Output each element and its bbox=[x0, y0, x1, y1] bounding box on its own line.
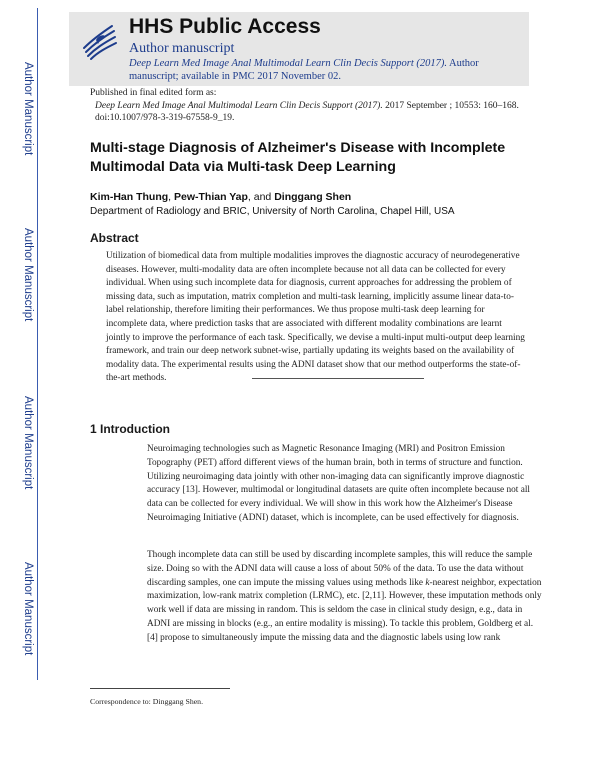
journal-availability bbox=[129, 57, 524, 83]
citation bbox=[95, 100, 535, 124]
abstract-divider bbox=[252, 378, 424, 379]
author-list bbox=[90, 191, 351, 203]
author-name: Pew-Thian Yap bbox=[174, 191, 248, 203]
paper-title: Multi-stage Diagnosis of Alzheimer's Disease with Incomplete Multimodal Data via Multi-task Deep Learning bbox=[90, 140, 506, 175]
author-name: Dinggang Shen bbox=[274, 191, 352, 203]
abstract-text: Utilization of biomedical data from multiple modalities improves the diagnostic accuracy of neurodegenerative diseases. However, multi-modality data are often incomplete because not all data can be collected for every individual. When using such incomplete data for diagnosis, current approaches for addressing the problem of missing data, such as imputation, matrix completion and multi-task learning, implicitly assume linear data-to-label relationship, therefore limiting their performances. We thus propose multi-task deep learning for incomplete data, where prediction tasks that are associated with different modality combinations are learnt jointly to improve the performance of each task. Specifically, we devise a multi-input multi-output deep learning framework, and train our deep network subnet-wise, partially updating its weights based on the availability of modality data. The experimental results using the ADNI dataset show that our method outperforms the state-of-the-art methods. bbox=[106, 251, 525, 384]
citation-details: 2017 September ; 10553: 160–168. doi:10.1007/978-3-319-67558-9_19. bbox=[95, 101, 519, 123]
published-final-form: Published in final edited form as: bbox=[90, 88, 217, 98]
sidebar-label-author-manuscript: Author Manuscript bbox=[22, 228, 34, 322]
journal-name[interactable]: Deep Learn Med Image Anal Multimodal Learn Clin Decis Support (2017). bbox=[129, 58, 447, 69]
intro-paragraph-2-part: Though incomplete data can still be used by discarding incomplete samples, this will reduce the sample size. Doing so with the ADNI data will cause a loss of about 50% of the data. To use the data without discarding samples, one can impute the missing values using methods like bbox=[147, 550, 533, 588]
header-subtitle: Author manuscript bbox=[129, 41, 235, 56]
author-separator: , and bbox=[247, 191, 275, 203]
abstract-heading: Abstract bbox=[90, 231, 139, 245]
sidebar-label-author-manuscript: Author Manuscript bbox=[22, 562, 34, 656]
sidebar-label-author-manuscript: Author Manuscript bbox=[22, 396, 34, 490]
intro-paragraph-2 bbox=[147, 549, 543, 646]
author-name: Kim-Han Thung bbox=[90, 191, 169, 203]
footnote-divider bbox=[90, 688, 230, 689]
intro-paragraph-1: Neuroimaging technologies such as Magnetic Resonance Imaging (MRI) and Positron Emission Topography (PET) afford different views of the human brain, both in terms of structure and function. Utilizing neuroimaging data jointly with other non-imaging data can significantly improve diagnostic accuracy [13]. However, multimodal or longitudinal datasets are quite often incomplete because not all data can be collected for every individual. We will show in this work how the Alzheimer's Disease Neuroimaging Initiative (ADNI) dataset, which is incomplete, can be used effectively for diagnosis. bbox=[147, 444, 530, 523]
sidebar-divider bbox=[37, 8, 38, 680]
sidebar-label-author-manuscript: Author Manuscript bbox=[22, 62, 34, 156]
header-title: HHS Public Access bbox=[129, 15, 321, 38]
availability-text: Author manuscript; available in PMC 2017 November 02. bbox=[129, 58, 479, 82]
hhs-eagle-logo-icon bbox=[76, 18, 120, 62]
intro-paragraph-2-part: -nearest neighbor, expectation maximization, low-rank matrix completion (LRMC), etc. [2,11]. However, these imputation methods only work well if data are missing in random. This is seldom the case in clinical study design, e.g., data in ADNI are missing in blocks (e.g., an entire modality is missing). To tackle this problem, Goldberg et al. [4] propose to simultaneously impute the missing data and the diagnostic labels using low rank bbox=[147, 577, 542, 643]
author-separator: , bbox=[168, 191, 174, 203]
correspondence-footnote: Correspondence to: Dinggang Shen. bbox=[90, 697, 204, 706]
affiliation: Department of Radiology and BRIC, University of North Carolina, Chapel Hill, USA bbox=[90, 206, 455, 217]
citation-journal: Deep Learn Med Image Anal Multimodal Learn Clin Decis Support (2017). bbox=[95, 101, 383, 111]
intro-paragraph-2-italic-k: k bbox=[425, 577, 430, 588]
introduction-heading: 1 Introduction bbox=[90, 422, 170, 436]
